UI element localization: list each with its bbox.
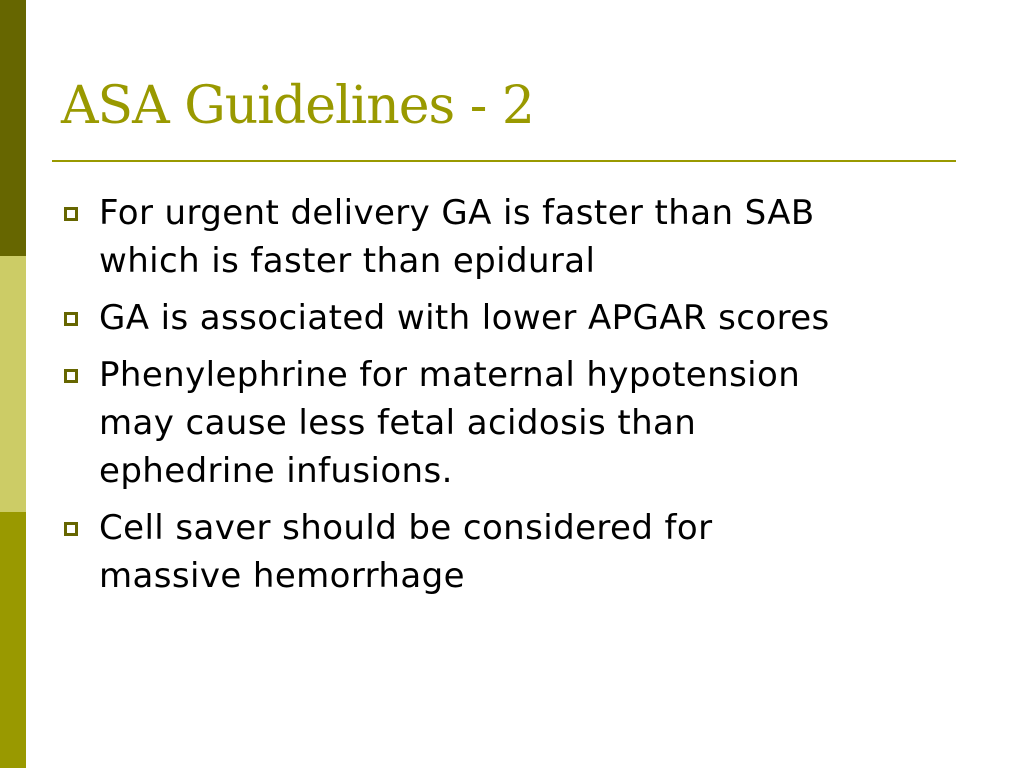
hollow-square-bullet-icon — [64, 207, 78, 221]
title-divider — [52, 160, 956, 162]
bullet-line: may cause less fetal acidosis than — [99, 403, 697, 443]
hollow-square-bullet-icon — [64, 522, 78, 536]
bullet-line: which is faster than epidural — [99, 241, 596, 281]
side-band-top — [0, 0, 26, 256]
hollow-square-bullet-icon — [64, 312, 78, 326]
bullet-text — [99, 294, 830, 342]
bullet-line: Cell saver should be considered for — [99, 508, 713, 548]
bullet-item — [64, 504, 964, 600]
bullet-line: Phenylephrine for maternal hypotension — [99, 355, 801, 395]
bullet-line: GA is associated with lower APGAR scores — [99, 298, 830, 338]
bullet-item — [64, 294, 964, 342]
bullet-text — [99, 189, 815, 285]
bullet-text — [99, 504, 712, 600]
bullet-list — [64, 189, 964, 609]
hollow-square-bullet-icon — [64, 369, 78, 383]
bullet-item — [64, 189, 964, 285]
bullet-line: For urgent delivery GA is faster than SAB — [99, 193, 815, 233]
bullet-text — [99, 351, 800, 495]
slide-title: ASA Guidelines - 2 — [61, 76, 534, 136]
bullet-line: massive hemorrhage — [99, 556, 465, 596]
bullet-line: ephedrine infusions. — [99, 451, 453, 491]
side-band-bottom — [0, 512, 26, 768]
bullet-item — [64, 351, 964, 495]
side-band-middle — [0, 256, 26, 512]
